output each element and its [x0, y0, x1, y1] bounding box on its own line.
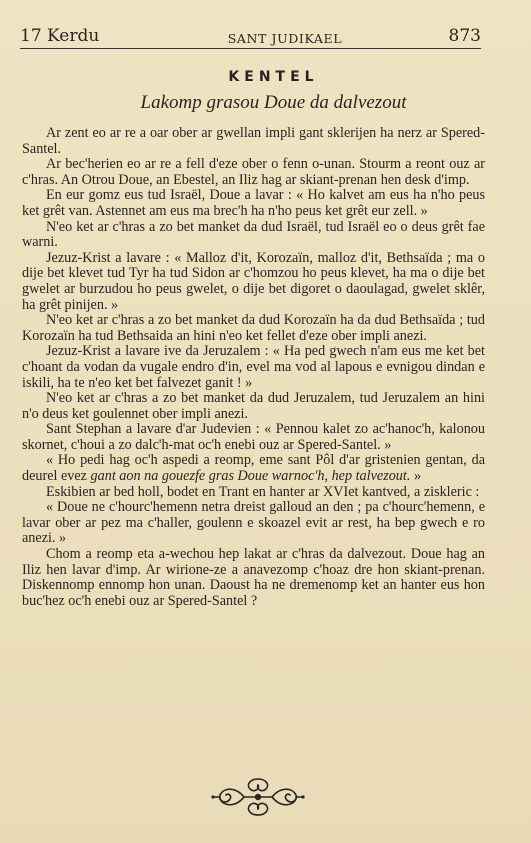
paragraph: Sant Stephan a lavare d'ar Judevien : « Pennou kalet zo ac'hanoc'h, kalonou skornet, c'houi a zo dalc'h-mat oc'h enebi ouz ar Spered-Santel. » [22, 421, 485, 453]
paragraph: « Doue ne c'hourc'hemenn netra dreist galloud an den ; pa c'hourc'hemenn, e lavar ober ar pez ma c'haller, goulenn e skoazel evit ar rest, ha bep gwech e ro anezi. » [22, 499, 485, 547]
paragraph: N'eo ket ar c'hras a zo bet manket da dud Israël, tud Israël eo o deus grêt fae warni. [22, 218, 485, 251]
paragraph: En eur gomz eus tud Israël, Doue a lavar : « Ho kalvet am eus ha n'ho peus ket grêt van. Astennet am eus ma brec'h ha n'ho peus ket grêt eur zell. » [22, 187, 485, 219]
running-header [20, 20, 481, 49]
scroll-fleuron-icon [210, 773, 306, 821]
page-number: 873 [448, 26, 481, 46]
italic-quote: gant aon na gouezfe gras Doue warnoc'h, hep talvezout. [90, 468, 411, 485]
paragraph: Jezuz-Krist a lavare ive da Jeruzalem : « Ha ped gwech n'am eus me ket bet c'hoant da vodan da vugale endro d'in, evel ma vod al lapous e evnigou dindan e iskili, ha te n'eo ket bet falvezet ganit ! » [22, 343, 485, 391]
paragraph: Eskibien ar bed holl, bodet en Trant en hanter ar XVIet kantved, a ziskleric : [46, 483, 480, 500]
paragraph: « Ho pedi hag oc'h aspedi a reomp, eme sant Pôl d'ar gristenien gentan, da deurel evez gant aon na gouezfe gras Doue warnoc'h, hep talvezout. » [22, 452, 485, 485]
paragraph: Jezuz-Krist a lavare : « Malloz d'it, Korozaïn, malloz d'it, Bethsaïda ; ma o dije bet klevet tud Tyr ha tud Sidon ar c'homzou ho peus klevet, ha ma o dije bet gwelet ar burzudou ho peus gwelet, o dije bet digoret o daoulagad, gwelet sklêr, ha grêt pinijen. » [22, 249, 485, 313]
body-text [22, 126, 485, 609]
section-heading: KENTEL [228, 69, 319, 85]
date-label: 17 Kerdu [20, 26, 100, 46]
paragraph: Chom a reomp eta a-wechou hep lakat ar c'hras da dalvezout. Doue hag an Iliz hen lavar d'imp. Ar wirione-ze a anavezomp c'hoaz dre hon skiant-prenan. Diskennomp ennomp hon unan. Daoust ha ne dremenomp ket an hanter eus hon buc'hez oc'h enebi ouz ar Spered-Santel ? [22, 546, 485, 609]
paragraph: Ar bec'herien eo ar re a fell d'eze ober o fenn o-unan. Stourm a reont ouz ar c'hras. An Otrou Doue, an Ebestel, an Iliz hag ar skiant-prenan hen desk d'imp. [22, 156, 485, 188]
section-subtitle: Lakomp grasou Doue da dalvezout [140, 92, 407, 113]
paragraph: N'eo ket ar c'hras a zo bet manket da dud Korozaïn ha da dud Bethsaïda ; tud Korozaïn ha tud Bethsaida an hini n'eo ket fellet d'eze ober impli anezi. [22, 312, 485, 344]
running-title: SANT JUDIKAEL [227, 31, 343, 46]
paragraph: Ar zent eo ar re a oar ober ar gwellan impli gant sklerijen ha nerz ar Spered-Santel. [22, 125, 485, 157]
paragraph: N'eo ket ar c'hras a zo bet manket da dud Jeruzalem, tud Jeruzalem an hini n'o deus ket goulennet ober impli anezi. [22, 390, 485, 422]
